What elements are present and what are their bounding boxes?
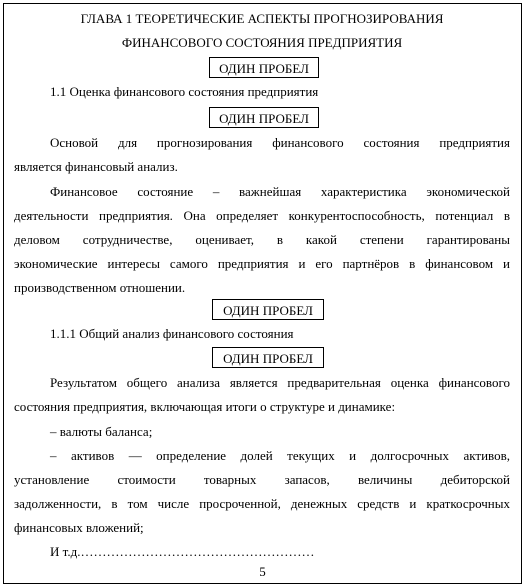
list-item: – валюты баланса; — [50, 424, 153, 439]
section-heading-1-1-1: 1.1.1 Общий анализ финансового состояния — [50, 326, 294, 341]
spacing-note-box: ОДИН ПРОБЕЛ — [212, 299, 324, 320]
paragraph-line: производственном отношении. — [14, 280, 186, 295]
spacing-note-box: ОДИН ПРОБЕЛ — [209, 107, 319, 128]
list-item-continuation: финансовых вложений; — [14, 520, 144, 535]
page-number: 5 — [259, 564, 266, 579]
paragraph-line: экономические интересы самого предприятия и его партнёров в финансовом и — [14, 256, 510, 271]
paragraph-line: Основой для прогнозирования финансового состояния предприятия — [50, 135, 510, 150]
etc-line: И т.д.……………………………………………… — [50, 544, 315, 559]
section-heading-1-1: 1.1 Оценка финансового состояния предприятия — [50, 84, 319, 99]
paragraph-line: деловом сотрудничестве, оценивает, в какой степени гарантированы — [14, 232, 510, 247]
spacing-note-box: ОДИН ПРОБЕЛ — [209, 57, 319, 78]
paragraph-line: Финансовое состояние – важнейшая характеристика экономической — [50, 184, 510, 199]
document-page — [3, 3, 522, 584]
list-item: – активов — определение долей текущих и долгосрочных активов, — [50, 448, 510, 463]
paragraph-line: Результатом общего анализа является предварительная оценка финансового — [50, 375, 510, 390]
chapter-title-line-1: ГЛАВА 1 ТЕОРЕТИЧЕСКИЕ АСПЕКТЫ ПРОГНОЗИРОВАНИЯ — [80, 11, 444, 26]
list-item-continuation: задолженности, в том числе просроченной, денежных средств и краткосрочных — [14, 496, 510, 511]
paragraph-line: состояния предприятия, включающая итоги о структуре и динамике: — [14, 399, 396, 414]
paragraph-line: деятельности предприятия. Она определяет конкурентоспособность, потенциал в — [14, 208, 510, 223]
paragraph-line: является финансовый анализ. — [14, 159, 178, 174]
chapter-title-line-2: ФИНАНСОВОГО СОСТОЯНИЯ ПРЕДПРИЯТИЯ — [121, 35, 403, 50]
list-item-continuation: установление стоимости товарных запасов, величины дебиторской — [14, 472, 510, 487]
spacing-note-box: ОДИН ПРОБЕЛ — [212, 347, 324, 368]
